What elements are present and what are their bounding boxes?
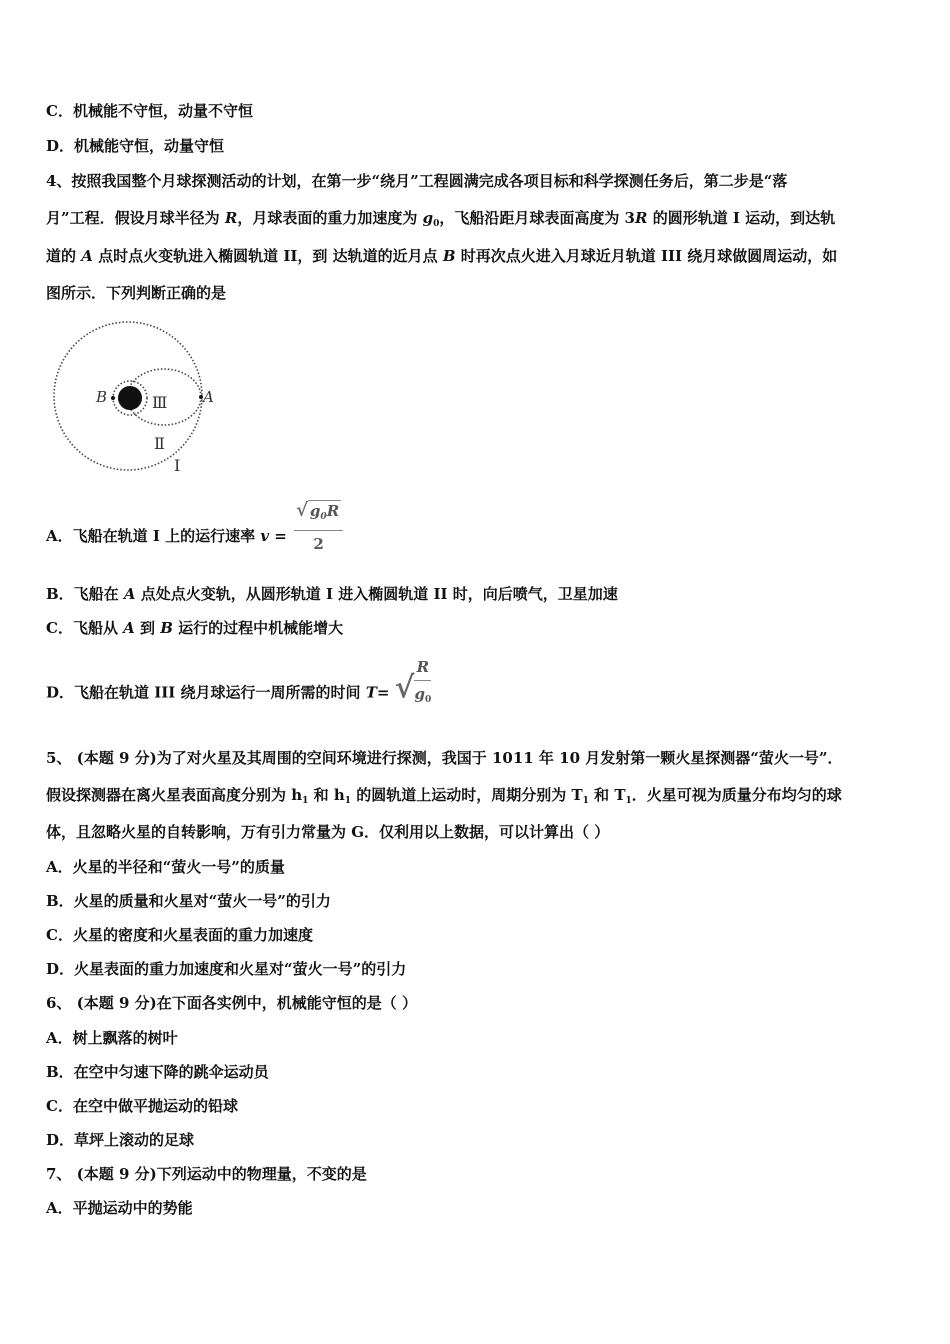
label-A: A [203,388,214,406]
q4-option-a: A．飞船在轨道 I 上的运行速率 v = $\frac{√ g_0R}{2}$ [46,520,343,554]
q4-option-b: B．飞船在 A 点处点火变轨，从圆形轨道 I 进入椭圆轨道 II 时，向后喷气，卫星加速 [46,585,618,603]
q7-option-a: A．平抛运动中的势能 [46,1199,193,1217]
velocity-formula: $\frac{√ g_0R}{2}$ [294,500,343,554]
q6-option-d: D．草坪上滚动的足球 [46,1131,195,1149]
label-B: B [96,388,108,406]
point-B [111,396,115,400]
q6-option-b: B．在空中匀速下降的跳伞运动员 [46,1063,269,1081]
q4-stem-line4: 图所示．下列判断正确的是 [46,284,227,302]
q3-option-d: D．机械能守恒，动量守恒 [46,137,225,155]
q5-option-b: B．火星的质量和火星对“萤火一号”的引力 [46,892,331,910]
period-formula: $\frac{R}{g_0}$ [414,658,432,705]
q3-option-c: C．机械能不守恒，动量不守恒 [46,102,253,120]
q5-option-a: A．火星的半径和“萤火一号”的质量 [46,858,285,876]
q6-option-c: C．在空中做平抛运动的铅球 [46,1097,238,1115]
q5-stem-line2: 假设探测器在离火星表面高度分别为 $h_1$ 和 $h_1$ 的圆轨道上运动时，周期分别为 $T_1$ 和 $T_1$．火星可视为质量分布均匀的球 [46,786,842,806]
label-I: Ⅰ [174,456,181,475]
q5-option-c: C．火星的密度和火星表面的重力加速度 [46,926,313,944]
q4-stem-line3: 道的 A 点时点火变轨进入椭圆轨道 II，到 达轨道的近月点 B 时再次点火进入月球近月轨道 III 绕月球做圆周运动，如 [46,247,838,265]
q5-stem-line1: 5、 (本题 9 分)为了对火星及其周围的空间环境进行探测，我国于 1011 年 10 月发射第一颗火星探测器“萤火一号”． [46,749,843,767]
q4-option-d: D．飞船在轨道 III 绕月球运行一周所需的时间 T= √ $\frac{R}{g_0}$ [46,677,431,710]
q6-stem: 6、 (本题 9 分)在下面各实例中，机械能守恒的是（ ） [46,994,417,1012]
q5-option-d: D．火星表面的重力加速度和火星对“萤火一号”的引力 [46,960,407,978]
q7-stem: 7、 (本题 9 分)下列运动中的物理量，不变的是 [46,1165,367,1183]
q5-stem-line3: 体，且忽略火星的自转影响，万有引力常量为 G．仅利用以上数据，可以计算出（ ） [46,823,610,841]
label-III: Ⅲ [152,393,168,412]
q4-option-c: C．飞船从 A 到 B 运行的过程中机械能增大 [46,619,344,637]
moon-icon [118,386,142,410]
q6-option-a: A．树上飘落的树叶 [46,1029,178,1047]
q4-stem-line1: 4、按照我国整个月球探测活动的计划，在第一步“绕月”工程圆满完成各项目标和科学探测任务后，第二步是“落 [46,172,788,190]
q4-stem-line2: 月”工程．假设月球半径为 R，月球表面的重力加速度为 $g_0$，飞船沿距月球表面高度为 3R 的圆形轨道 I 运动，到达轨 [46,209,836,229]
label-II: Ⅱ [154,434,165,453]
orbit-diagram [48,318,218,478]
